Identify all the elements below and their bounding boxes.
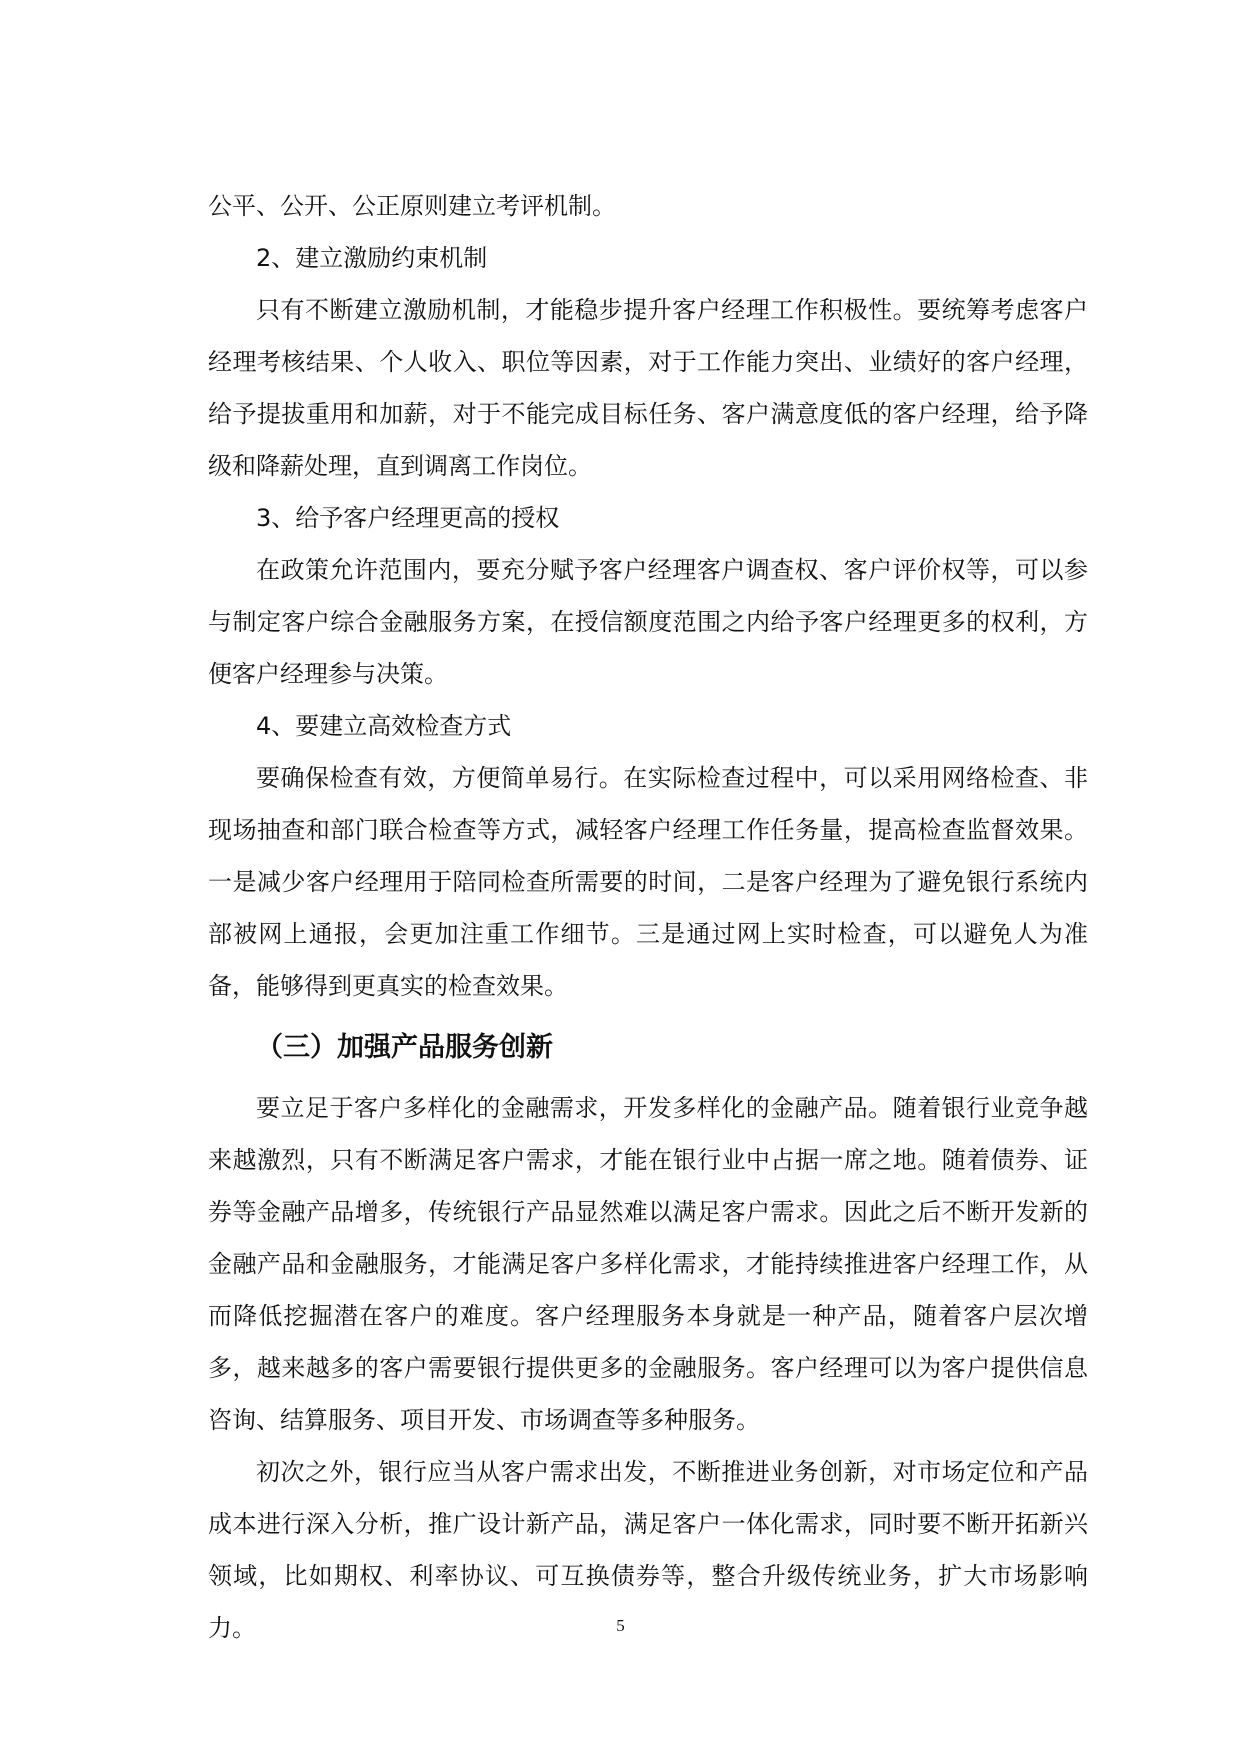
paragraph-business-innovation: 初次之外，银行应当从客户需求出发，不断推进业务创新，对市场定位和产品成本进行深入分析，推广设计新产品，满足客户一体化需求，同时要不断开拓新兴领域，比如期权、利率协议、可互换债券等，整合升级传统业务，扩大市场影响力。	[208, 1458, 1088, 1642]
paragraph-incentive: 只有不断建立激励机制，才能稳步提升客户经理工作积极性。要统筹考虑客户经理考核结果、个人收入、职位等因素，对于工作能力突出、业绩好的客户经理，给予提拔重用和加薪，对于不能完成目标任务、客户满意度低的客户经理，给予降级和降薪处理，直到调离工作岗位。	[208, 296, 1088, 480]
paragraph-inspection: 要确保检查有效，方便简单易行。在实际检查过程中，可以采用网络检查、非现场抽查和部门联合检查等方式，减轻客户经理工作任务量，提高检查监督效果。一是减少客户经理用于陪同检查所需要的时间，二是客户经理为了避免银行系统内部被网上通报，会更加注重工作细节。三是通过网上实时检查，可以避免人为准备，能够得到更真实的检查效果。	[208, 764, 1088, 1000]
paragraph-continued: 公平、公开、公正原则建立考评机制。	[208, 192, 616, 220]
document-body	[208, 180, 1088, 1654]
subheading-incentive-mechanism: 2、建立激励约束机制	[256, 244, 488, 272]
paragraph-product-innovation: 要立足于客户多样化的金融需求，开发多样化的金融产品。随着银行业竞争越来越激烈，只有不断满足客户需求，才能在银行业中占据一席之地。随着债券、证券等金融产品增多，传统银行产品显然难以满足客户需求。因此之后不断开发新的金融产品和金融服务，才能满足客户多样化需求，才能持续推进客户经理工作，从而降低挖掘潜在客户的难度。客户经理服务本身就是一种产品，随着客户层次增多，越来越多的客户需要银行提供更多的金融服务。客户经理可以为客户提供信息咨询、结算服务、项目开发、市场调查等多种服务。	[208, 1094, 1088, 1434]
paragraph-authorization: 在政策允许范围内，要充分赋予客户经理客户调查权、客户评价权等，可以参与制定客户综合金融服务方案，在授信额度范围之内给予客户经理更多的权利，方便客户经理参与决策。	[208, 556, 1088, 688]
subheading-authorization: 3、给予客户经理更高的授权	[256, 504, 560, 532]
page-number: 5	[616, 1616, 625, 1635]
section-heading-product-innovation: （三）加强产品服务创新	[256, 1032, 553, 1063]
subheading-inspection: 4、要建立高效检查方式	[256, 712, 512, 740]
